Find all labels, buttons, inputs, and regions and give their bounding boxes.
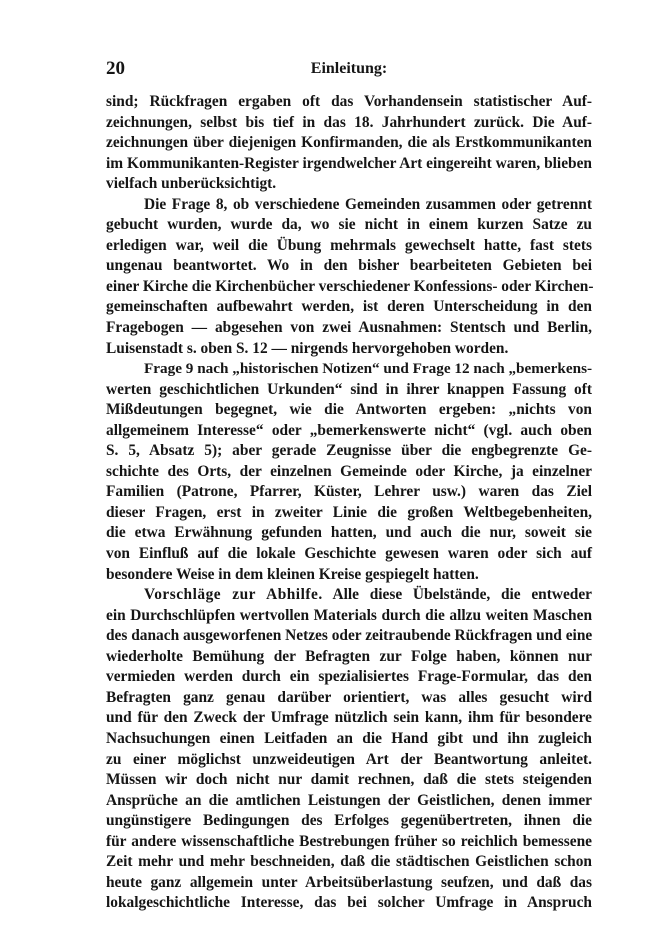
text-line: zu einer möglichst unzweideutigen Art der Beantwortung anleitet. [106,750,592,768]
paragraph [106,92,592,195]
text-line: gebucht wurden, wurde da, wo sie nicht in einem kurzen Satze zu [106,216,592,234]
text-line: des danach ausgeworfenen Netzes oder zeitraubende Rückfragen und eine [106,627,593,645]
text-line: von Einfluß auf die lokale Geschichte gewesen waren oder sich auf [106,545,592,563]
paragraph [106,195,592,359]
text-line: dieser Fragen, erst in zweiter Linie die großen Weltbegebenheiten, [106,503,592,521]
paragraph [106,359,592,585]
text-line: heute ganz allgemein unter Arbeitsüberlastung seufzen, und daß das [106,873,592,891]
text-line: Luisenstadt s. oben S. 12 — nirgends hervorgehoben worden. [106,339,509,357]
text-line: die etwa Erwähnung gefunden hatten, und auch die nur, soweit sie [106,524,592,542]
text-line: Befragten ganz genau darüber orientiert, was alles gesucht wird [106,688,592,706]
text-line: ein Durchschlüpfen wertvollen Materials durch die allzu weiten Maschen [106,606,592,624]
text-line: ungenau beantwortet. Wo in den bisher bearbeiteten Gebieten bei [106,257,592,275]
text-line: erledigen war, weil die Übung mehrmals gewechselt hatte, fast stets [106,236,592,254]
text-line: werten geschichtlichen Urkunden“ sind in ihrer knappen Fassung oft [106,380,592,398]
running-title: Einleitung: [310,60,388,77]
text-line: Fragebogen — abgesehen von zwei Ausnahmen: Stentsch und Berlin, [106,319,592,337]
text-line: zeichnungen, selbst bis tief in das 18. Jahrhundert zurück. Die Auf- [106,113,592,131]
text-line: zeichnungen über diejenigen Konfirmanden, die als Erstkommunikanten [106,134,592,152]
page-number: 20 [106,58,125,79]
text-line: lokalgeschichtliche Interesse, das bei solcher Umfrage in Anspruch [106,894,592,912]
text-line: Frage 9 nach „historischen Notizen“ und Frage 12 nach „bemerkens- [144,360,593,378]
text-line: vielfach unberücksichtigt. [106,175,277,193]
text-line: ungünstigere Bedingungen des Erfolges gegenübertreten, ihnen die [106,812,592,830]
text-line: wiederholte Bemühung der Befragten zur Folge haben, können nur [106,647,592,665]
text-line: gemeinschaften aufbewahrt werden, ist deren Unterscheidung in den [106,298,592,316]
page-header [106,58,592,82]
text-line: Ansprüche an die amtlichen Leistungen der Geistlichen, denen immer [106,791,592,809]
text-line: für andere wissenschaftliche Bestrebungen früher so reichlich bemessene [106,832,592,850]
paragraph [106,585,592,914]
text-line: Zeit mehr und mehr beschneiden, daß die städtischen Geistlichen schon [106,853,592,871]
text-line: schichte des Orts, der einzelnen Gemeinde oder Kirche, ja einzelner [106,462,592,480]
text-line: vermieden werden durch ein spezialisiertes Frage-Formular, das den [106,668,592,686]
text-line: einer Kirche die Kirchenbücher verschiedener Konfessions- oder Kirchen- [106,277,594,295]
text-line: Müssen wir doch nicht nur damit rechnen, daß die stets steigenden [106,771,592,789]
text-line [106,585,592,606]
text-line: und für den Zweck der Umfrage nützlich sein kann, ihm für besondere [106,709,592,727]
text-line: allgemeinem Interesse“ oder „bemerkenswerte nicht“ (vgl. auch oben [106,421,592,439]
section-lead-heading: Vorschläge zur Abhilfe. [144,586,323,604]
page-body [106,92,592,914]
line-text: Alle diese Übelstände, die entweder [332,586,592,604]
text-line: besondere Weise in dem kleinen Kreise gespiegelt hatten. [106,565,479,583]
text-line: Familien (Patrone, Pfarrer, Küster, Lehrer usw.) waren das Ziel [106,483,592,501]
text-line: Nachsuchungen einen Leitfaden an die Hand gibt und ihn zugleich [106,729,592,747]
text-line: Die Frage 8, ob verschiedene Gemeinden zusammen oder getrennt [144,195,592,213]
text-line: im Kommunikanten-Register irgendwelcher Art eingereiht waren, blieben [106,154,592,172]
text-line: sind; Rückfragen ergaben oft das Vorhandensein statistischer Auf- [106,93,592,110]
text-line: Mißdeutungen begegnet, wie die Antworten ergeben: „nichts von [106,401,592,419]
text-line: S. 5, Absatz 5); aber gerade Zeugnisse über die engbegrenzte Ge- [106,442,592,460]
